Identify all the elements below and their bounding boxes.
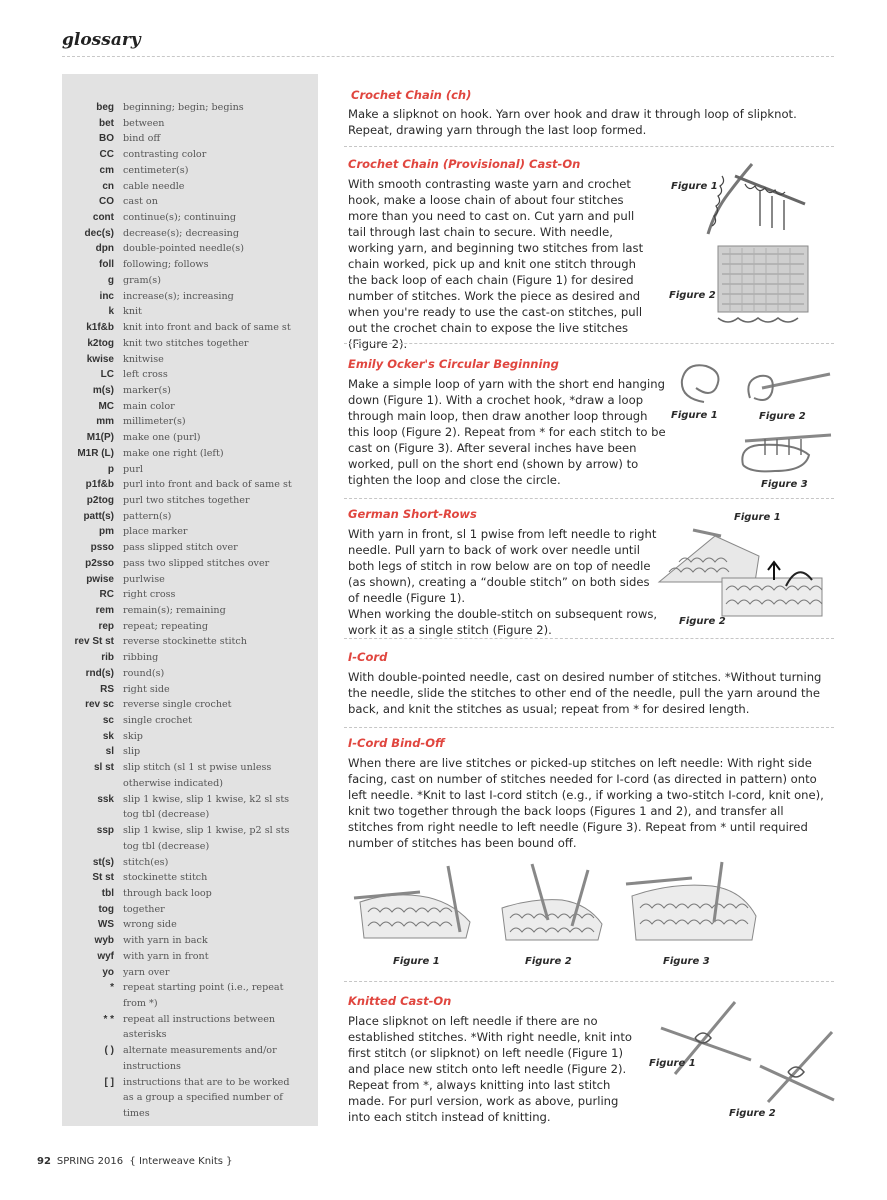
abbreviation-term: WS xyxy=(97,919,114,931)
abbreviation-definition: millimeter(s) xyxy=(123,416,186,428)
abbreviation-row xyxy=(62,477,318,493)
abbreviation-definition: double-pointed needle(s) xyxy=(123,243,244,255)
abbreviation-row xyxy=(62,902,318,918)
abbreviation-term: wyb xyxy=(94,935,114,947)
abbreviation-row xyxy=(62,556,318,572)
section-body: When there are live stitches or picked-up stitches on left needle: With right side facing, cast on number of stitches needed for I-cord (as directed in pattern) onto left needle. *Knit to last I-cord stitch (e.g., if working a two-stitch I-cord, knit one), knit two together through the back loops (Figures 1 and 2), and transfer all stitches from right needle to left needle (Figure 3). Repeat from * until required number of stitches has been bound off. xyxy=(348,756,824,850)
magazine-name: { Interweave Knits } xyxy=(129,1156,233,1167)
abbreviation-definition: knit into front and back of same st xyxy=(123,322,291,334)
abbreviation-term: m(s) xyxy=(92,384,114,396)
abbreviation-row xyxy=(62,414,318,430)
abbreviation-term: RS xyxy=(100,683,114,695)
section-title: German Short-Rows xyxy=(348,507,477,521)
abbreviation-definition: contrasting color xyxy=(123,149,207,161)
abbreviation-row xyxy=(62,493,318,509)
abbreviation-definition: slip 1 kwise, slip 1 kwise, k2 sl sts tog tbl (decrease) xyxy=(123,793,290,821)
abbreviation-term: bet xyxy=(99,117,114,129)
knitted-swatch-illustration xyxy=(712,240,814,332)
section-crochet-chain xyxy=(348,87,834,138)
abbreviation-row xyxy=(62,367,318,383)
figure-label: Figure 2 xyxy=(759,411,806,422)
abbreviation-term: sl xyxy=(105,746,114,758)
abbreviation-panel xyxy=(62,74,318,1126)
abbreviation-definition: slip 1 kwise, slip 1 kwise, p2 sl sts tog tbl (decrease) xyxy=(123,825,290,852)
abbreviation-list xyxy=(62,100,318,1122)
abbreviation-row xyxy=(62,100,318,116)
abbreviation-term: ssk xyxy=(97,793,114,805)
abbreviation-row xyxy=(62,540,318,556)
section-divider xyxy=(344,498,834,499)
abbreviation-term: kwise xyxy=(86,353,114,365)
abbreviation-row xyxy=(62,603,318,619)
abbreviation-row xyxy=(62,210,318,226)
abbreviation-definition: purl into front and back of same st xyxy=(123,479,292,491)
abbreviation-term: k2tog xyxy=(87,337,114,349)
figure-label: Figure 1 xyxy=(671,181,718,192)
abbreviation-definition: slip xyxy=(123,746,141,758)
abbreviation-term: sk xyxy=(102,730,114,742)
abbreviation-row xyxy=(62,289,318,305)
abbreviation-row xyxy=(62,524,318,540)
abbreviation-row xyxy=(62,179,318,195)
abbreviation-row xyxy=(62,823,318,854)
figure-label: Figure 1 xyxy=(671,410,718,421)
section-divider xyxy=(344,146,834,147)
abbreviation-term: dpn xyxy=(95,243,114,255)
abbreviation-term: k xyxy=(108,306,114,318)
abbreviation-definition: marker(s) xyxy=(123,384,171,396)
abbreviation-term: ssp xyxy=(96,825,114,837)
abbreviation-row xyxy=(62,886,318,902)
abbreviation-definition: ribbing xyxy=(123,652,159,664)
figure-label: Figure 2 xyxy=(525,956,572,967)
figure-label: Figure 3 xyxy=(761,479,808,490)
abbreviation-row xyxy=(62,965,318,981)
abbreviation-term: k1f&b xyxy=(86,322,114,334)
abbreviation-definition: following; follows xyxy=(123,259,209,271)
abbreviation-term: rnd(s) xyxy=(85,667,114,679)
abbreviation-definition: with yarn in back xyxy=(123,935,208,947)
abbreviation-definition: reverse single crochet xyxy=(123,699,232,711)
abbreviation-definition: remain(s); remaining xyxy=(123,605,226,616)
abbreviation-row xyxy=(62,336,318,352)
abbreviation-row xyxy=(62,399,318,415)
abbreviation-definition: pass two slipped stitches over xyxy=(123,557,270,569)
abbreviation-row xyxy=(62,226,318,242)
abbreviation-row xyxy=(62,572,318,588)
page-title: glossary xyxy=(62,30,141,50)
abbreviation-row xyxy=(62,792,318,823)
abbreviation-term: tbl xyxy=(101,887,114,899)
abbreviation-row xyxy=(62,446,318,462)
circular-beginning-illustration xyxy=(735,425,835,477)
abbreviation-definition: between xyxy=(123,117,165,129)
abbreviation-term: st(s) xyxy=(92,856,114,868)
section-body: With yarn in front, sl 1 pwise from left needle to right needle. Pull yarn to back of work over needle until both legs of stitch in row below are on top of needle (as shown), creating a “double stitch” on both sides of needle (Figure 1). xyxy=(348,527,657,605)
abbreviation-term: p2sso xyxy=(85,557,114,569)
abbreviation-definition: pattern(s) xyxy=(123,510,172,522)
figure-label: Figure 1 xyxy=(649,1058,696,1069)
double-stitch-illustration xyxy=(716,560,828,618)
abbreviation-term: dec(s) xyxy=(84,227,114,239)
abbreviation-definition: main color xyxy=(123,400,175,412)
figure-label: Figure 1 xyxy=(393,956,440,967)
page-footer xyxy=(37,1156,233,1167)
i-cord-bind-off-figure-3 xyxy=(622,856,762,944)
abbreviation-term: pwise xyxy=(86,573,114,585)
abbreviation-row xyxy=(62,241,318,257)
abbreviation-term: MC xyxy=(98,400,114,412)
abbreviation-row xyxy=(62,509,318,525)
abbreviation-term: * xyxy=(110,982,114,994)
crochet-hook-loop-illustration xyxy=(742,358,832,408)
abbreviation-row xyxy=(62,855,318,871)
section-title: I-Cord Bind-Off xyxy=(348,736,445,750)
abbreviation-row xyxy=(62,917,318,933)
abbreviation-definition: instructions that are to be worked as a group a specified number of times xyxy=(123,1076,290,1119)
abbreviation-definition: knitwise xyxy=(123,353,164,365)
i-cord-bind-off-figure-1 xyxy=(350,862,480,942)
page-number: 92 xyxy=(37,1156,51,1167)
abbreviation-term: BO xyxy=(99,133,114,145)
abbreviation-row xyxy=(62,1043,318,1074)
abbreviation-definition: make one (purl) xyxy=(123,432,201,444)
section-title: I-Cord xyxy=(348,650,388,664)
abbreviation-definition: through back loop xyxy=(123,887,212,899)
abbreviation-term: pm xyxy=(99,526,114,538)
abbreviation-term: LC xyxy=(100,369,114,381)
abbreviation-row xyxy=(62,729,318,745)
abbreviation-definition: cast on xyxy=(123,196,158,208)
abbreviation-definition: knit two stitches together xyxy=(123,337,249,349)
abbreviation-term: CC xyxy=(99,149,114,161)
abbreviation-term: p xyxy=(107,463,114,475)
abbreviation-definition: stockinette stitch xyxy=(123,872,208,884)
abbreviation-definition: purl two stitches together xyxy=(123,494,250,506)
abbreviation-definition: centimeter(s) xyxy=(123,164,189,176)
abbreviation-definition: slip stitch (sl 1 st pwise unless otherwise indicated) xyxy=(123,762,272,789)
abbreviation-term: beg xyxy=(96,102,114,113)
abbreviation-definition: right cross xyxy=(123,589,176,601)
abbreviation-definition: repeat starting point (i.e., repeat from *) xyxy=(123,982,284,1009)
abbreviation-definition: place marker xyxy=(123,526,188,538)
issue-label: SPRING 2016 xyxy=(56,1156,124,1167)
abbreviation-definition: round(s) xyxy=(123,667,165,679)
section-title: Crochet Chain (Provisional) Cast-On xyxy=(348,157,581,171)
section-body: With double-pointed needle, cast on desired number of stitches. *Without turning the needle, slide the stitches to other end of the needle, pull the yarn around the back, and knit the stitches as usual; repeat from * for desired length. xyxy=(348,670,822,716)
abbreviation-term: [ ] xyxy=(104,1076,114,1088)
abbreviation-term: CO xyxy=(99,196,114,208)
abbreviation-definition: gram(s) xyxy=(123,274,161,286)
section-title: Knitted Cast-On xyxy=(348,994,452,1008)
abbreviation-term: cont xyxy=(92,212,114,224)
abbreviation-term: mm xyxy=(96,416,114,428)
abbreviation-term: rib xyxy=(101,652,114,664)
i-cord-bind-off-figure-2 xyxy=(492,860,612,944)
abbreviation-row xyxy=(62,430,318,446)
abbreviation-row xyxy=(62,870,318,886)
crochet-chain-illustration xyxy=(700,156,815,236)
abbreviation-row xyxy=(62,194,318,210)
abbreviation-row xyxy=(62,352,318,368)
abbreviation-definition: skip xyxy=(123,730,143,742)
abbreviation-row xyxy=(62,697,318,713)
section-body: Make a simple loop of yarn with the short end hanging down (Figure 1). With a crochet hook, *draw a loop through main loop, then draw another loop through this loop (Figure 2). Repeat from * for each stitch to be cast on (Figure 3). After several inches have been worked, pull on the short end (shown by arrow) to tighten the loop and close the circle. xyxy=(348,377,666,487)
abbreviation-term: M1R (L) xyxy=(77,447,114,459)
abbreviation-term: sc xyxy=(102,715,114,727)
abbreviation-row xyxy=(62,980,318,1011)
abbreviation-term: rev St st xyxy=(74,636,114,648)
abbreviation-definition: continue(s); continuing xyxy=(123,212,236,224)
abbreviation-definition: purlwise xyxy=(123,573,165,585)
abbreviation-term: rem xyxy=(95,605,114,616)
abbreviation-term: g xyxy=(107,274,114,286)
abbreviation-definition: decrease(s); decreasing xyxy=(123,227,239,239)
abbreviation-term: RC xyxy=(99,589,114,601)
abbreviation-row xyxy=(62,147,318,163)
section-body: With smooth contrasting waste yarn and crochet hook, make a loose chain of about four stitches more than you need to cast on. Cut yarn and pull tail through last chain to secure. With needle, working yarn, and beginning two stitches from last chain worked, pick up and knit one stitch through the back loop of each chain (Figure 1) for desired number of stitches. Work the piece as desired and when you're ready to use the cast-on stitches, pull out the crochet chain to expose the live stitches (Figure 2). xyxy=(348,177,644,351)
section-divider xyxy=(344,638,834,639)
abbreviation-row xyxy=(62,1075,318,1122)
abbreviation-definition: right side xyxy=(123,683,170,695)
abbreviation-row xyxy=(62,760,318,791)
abbreviation-row xyxy=(62,116,318,132)
abbreviation-definition: cable needle xyxy=(123,180,185,192)
abbreviation-definition: make one right (left) xyxy=(123,447,224,459)
yarn-loop-illustration xyxy=(674,358,732,408)
abbreviation-row xyxy=(62,304,318,320)
figure-label: Figure 2 xyxy=(669,290,716,301)
abbreviation-term: wyf xyxy=(97,950,114,962)
abbreviation-definition: bind off xyxy=(123,133,161,145)
abbreviation-term: inc xyxy=(99,290,114,302)
abbreviation-definition: pass slipped stitch over xyxy=(123,542,238,554)
abbreviation-row xyxy=(62,257,318,273)
abbreviation-term: St st xyxy=(92,872,114,884)
abbreviation-row xyxy=(62,666,318,682)
figure-label: Figure 3 xyxy=(663,956,710,967)
figure-label: Figure 2 xyxy=(729,1108,776,1119)
abbreviation-definition: beginning; begin; begins xyxy=(123,102,244,113)
abbreviation-definition: left cross xyxy=(123,369,168,381)
abbreviation-term: sl st xyxy=(93,762,114,774)
abbreviation-row xyxy=(62,587,318,603)
abbreviation-definition: purl xyxy=(123,463,143,475)
abbreviation-definition: stitch(es) xyxy=(123,856,169,868)
section-divider xyxy=(344,727,834,728)
abbreviation-row xyxy=(62,163,318,179)
abbreviation-term: psso xyxy=(90,542,114,554)
abbreviation-term: patt(s) xyxy=(83,510,114,522)
abbreviation-row xyxy=(62,273,318,289)
abbreviation-term: M1(P) xyxy=(86,432,114,444)
abbreviation-row xyxy=(62,1012,318,1043)
abbreviation-row xyxy=(62,713,318,729)
abbreviation-definition: together xyxy=(123,903,165,915)
title-rule xyxy=(62,56,834,57)
abbreviation-definition: repeat all instructions between asterisks xyxy=(123,1013,276,1041)
abbreviation-row xyxy=(62,933,318,949)
abbreviation-definition: reverse stockinette stitch xyxy=(123,636,247,648)
section-title: Emily Ocker's Circular Beginning xyxy=(348,357,559,371)
abbreviation-term: p2tog xyxy=(86,494,114,506)
abbreviation-row xyxy=(62,949,318,965)
abbreviation-row xyxy=(62,682,318,698)
abbreviation-definition: repeat; repeating xyxy=(123,620,208,632)
abbreviation-row xyxy=(62,320,318,336)
section-body: Make a slipknot on hook. Yarn over hook and draw it through loop of slipknot. Repeat, drawing yarn through the last loop formed. xyxy=(348,107,797,137)
abbreviation-definition: increase(s); increasing xyxy=(123,290,234,302)
abbreviation-row xyxy=(62,619,318,635)
abbreviation-definition: knit xyxy=(123,306,142,318)
abbreviation-row xyxy=(62,634,318,650)
section-body: When working the double-stitch on subsequent rows, work it as a single stitch (Figure 2). xyxy=(348,607,658,637)
abbreviation-row xyxy=(62,650,318,666)
knitted-cast-on-figure-2 xyxy=(756,1026,836,1106)
abbreviation-row xyxy=(62,383,318,399)
abbreviation-term: yo xyxy=(102,966,114,978)
section-divider xyxy=(344,981,834,982)
abbreviation-row xyxy=(62,462,318,478)
abbreviation-term: p1f&b xyxy=(85,479,114,491)
section-title: Crochet Chain (ch) xyxy=(351,88,472,102)
abbreviation-term: rep xyxy=(98,620,114,632)
abbreviation-definition: single crochet xyxy=(123,715,192,727)
figure-label: Figure 1 xyxy=(734,512,781,523)
abbreviation-definition: yarn over xyxy=(123,966,170,978)
abbreviation-term: foll xyxy=(99,259,114,271)
figure-label: Figure 2 xyxy=(679,616,726,627)
abbreviation-row xyxy=(62,744,318,760)
abbreviation-term: rev sc xyxy=(85,699,114,711)
abbreviation-row xyxy=(62,131,318,147)
section-i-cord-bind-off xyxy=(348,735,834,851)
abbreviation-term: ( ) xyxy=(104,1045,114,1057)
section-divider xyxy=(344,343,834,344)
abbreviation-term: * * xyxy=(103,1013,114,1025)
abbreviation-definition: alternate measurements and/or instructions xyxy=(123,1045,277,1072)
abbreviation-term: cm xyxy=(99,164,114,176)
section-i-cord xyxy=(348,649,834,717)
abbreviation-term: cn xyxy=(102,180,114,192)
abbreviation-definition: with yarn in front xyxy=(123,950,209,962)
abbreviation-term: tog xyxy=(98,903,114,915)
abbreviation-definition: wrong side xyxy=(123,919,177,931)
section-body: Place slipknot on left needle if there are no established stitches. *With right needle, knit into first stitch (or slipknot) on left needle (Figure 1) and place new stitch onto left needle (Figure 2). Repeat from *, always knitting into last stitch made. For purl version, work as above, purling into each stitch instead of knitting. xyxy=(348,1014,632,1124)
